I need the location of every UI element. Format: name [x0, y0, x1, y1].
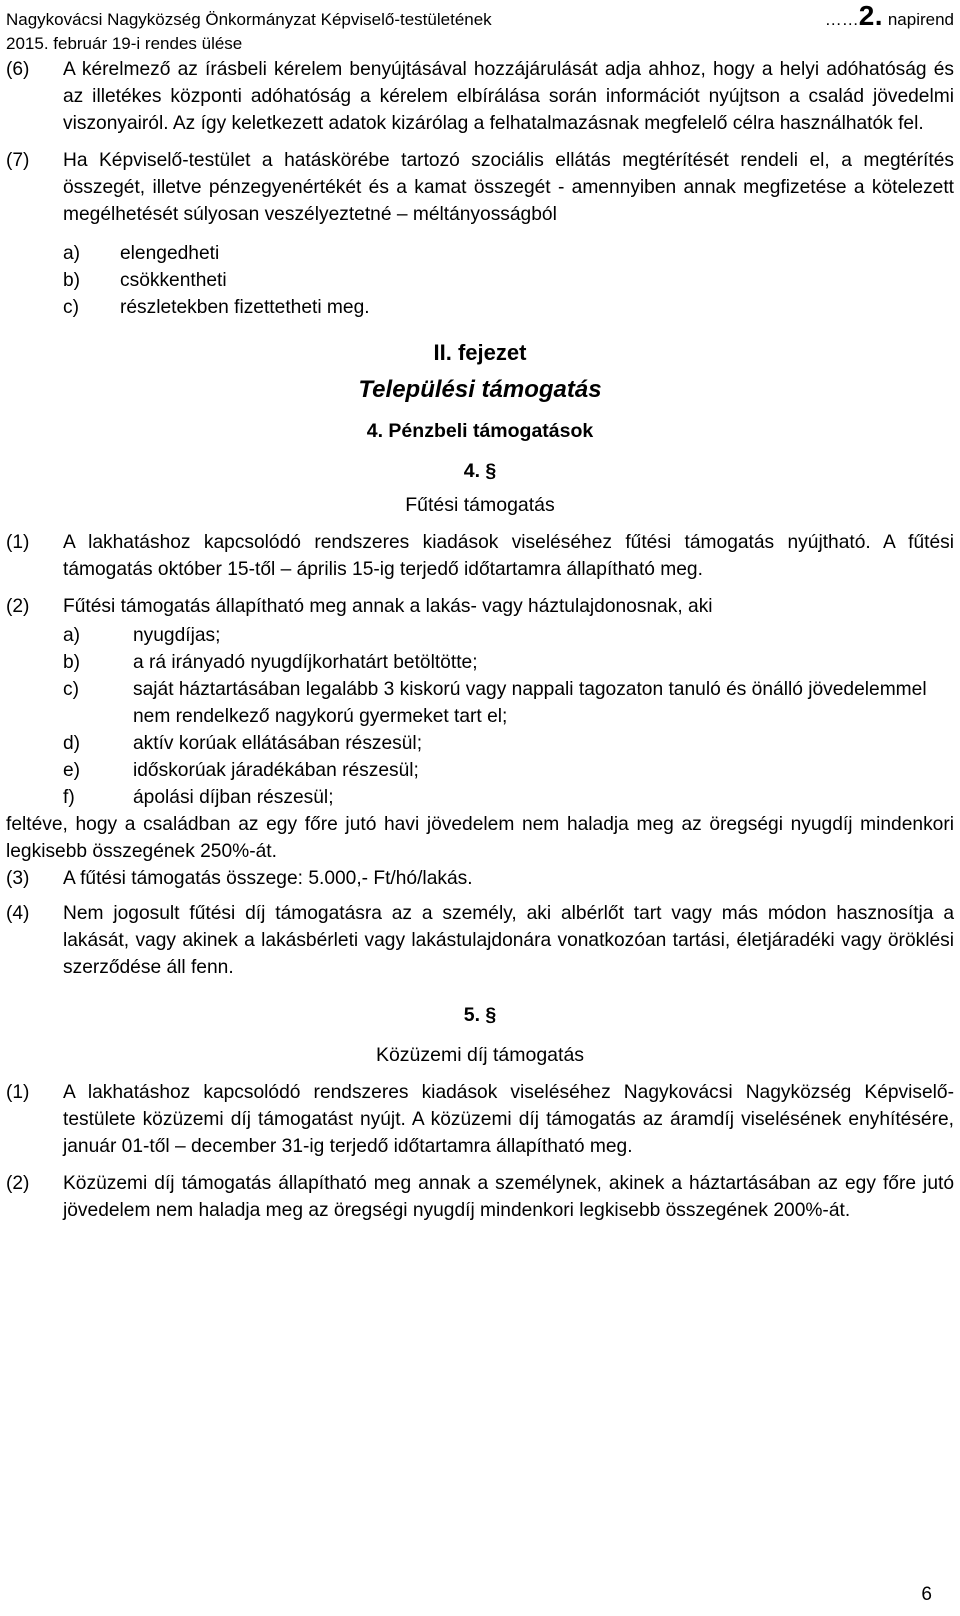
agenda-label: napirend	[887, 10, 954, 29]
list-text: csökkentheti	[120, 270, 227, 291]
chapter-number: II. fejezet	[433, 340, 527, 365]
list-item	[63, 267, 954, 294]
paragraph-text: A lakhatáshoz kapcsolódó rendszeres kiadások viseléséhez Nagykovácsi Nagyközség Képviselő-testülete közüzemi díj támogatást nyújt. A közüzemi díj támogatás az áramdíj viselésének enyhítésére, január 01-től – december 31-ig terjedő időtartamra állapítható meg.	[63, 1082, 954, 1157]
list-text: időskorúak járadékában részesül;	[133, 760, 419, 781]
list-item	[63, 240, 954, 267]
paragraph-number: (1)	[6, 532, 30, 553]
paragraph-number: (4)	[6, 903, 30, 924]
paragraph-number: (1)	[6, 1082, 30, 1103]
paragraph-text: Fűtési támogatás állapítható meg annak a lakás- vagy háztulajdonosnak, aki	[63, 596, 713, 617]
list-label: d)	[63, 733, 81, 754]
section-4-number: 4. §	[463, 460, 497, 482]
agenda-number: 2.	[858, 0, 884, 31]
list-text: elengedheti	[120, 243, 220, 264]
chapter-subtitle: 4. Pénzbeli támogatások	[366, 420, 594, 442]
list-label: f)	[63, 787, 75, 808]
paragraph-number: (3)	[6, 868, 30, 889]
document-body	[6, 56, 954, 1224]
header-meeting-date: 2015. február 19-i rendes ülése	[6, 34, 243, 53]
page-number: 6	[921, 1584, 932, 1605]
list-label: b)	[63, 652, 81, 673]
list-label: e)	[63, 760, 81, 781]
paragraph-text: A kérelmező az írásbeli kérelem benyújtásával hozzájárulását adja ahhoz, hogy a helyi adóhatóság és az illetékes központi adóhatóság a kérelem elbírálása során információt nyújtson a család jövedelmi viszonyairól. Az így keletkezett adatok kizárólag a felhatalmazásnak megfelelő célra használhatók fel.	[63, 59, 954, 134]
list-text: nyugdíjas;	[133, 625, 221, 646]
paragraph-number: (2)	[6, 596, 30, 617]
list-label: b)	[63, 270, 81, 291]
header-agenda	[824, 0, 954, 32]
paragraph-text: A lakhatáshoz kapcsolódó rendszeres kiadások viseléséhez fűtési támogatás nyújtható. A fűtési támogatás október 15-től – április 15-ig terjedő időtartamra állapítható meg.	[63, 532, 954, 580]
paragraph-number: (7)	[6, 150, 30, 171]
section-4-paragraph-2	[6, 593, 954, 620]
section-4-paragraph-2-list	[63, 622, 954, 811]
list-text: részletekben fizettetheti meg.	[120, 297, 370, 318]
paragraph-6	[6, 56, 954, 137]
paragraph-number: (6)	[6, 59, 30, 80]
paragraph-7-list	[63, 240, 954, 321]
list-label: c)	[63, 679, 79, 700]
list-text: ápolási díjban részesül;	[133, 787, 334, 808]
paragraph-text: A fűtési támogatás összege: 5.000,- Ft/hó/lakás.	[63, 868, 473, 889]
section-4-title: Fűtési támogatás	[405, 494, 555, 516]
section-4-paragraph-4	[6, 900, 954, 981]
list-item	[63, 784, 954, 811]
section-4-paragraph-1	[6, 529, 954, 583]
list-label: c)	[63, 297, 79, 318]
document-page	[6, 0, 954, 1234]
header-organization: Nagykovácsi Nagyközség Önkormányzat Képviselő-testületének	[6, 10, 492, 29]
list-item	[63, 622, 954, 649]
list-text: aktív korúak ellátásában részesül;	[133, 733, 423, 754]
list-item	[63, 676, 954, 730]
list-label: a)	[63, 625, 81, 646]
paragraph-text: Ha Képviselő-testület a hatáskörébe tartozó szociális ellátás megtérítését rendeli el, a megtérítés összegét, illetve pénzegyenértékét és a kamat összegét - amennyiben annak megfizetése a kötelezett megélhetését súlyosan veszélyeztetné – méltányosságból	[63, 150, 954, 225]
header-dots: ……	[824, 10, 859, 29]
paragraph-text: Nem jogosult fűtési díj támogatásra az a személy, aki albérlőt tart vagy más módon hasznosítja a lakását, vagy akinek a lakásbérleti vagy lakástulajdonára vonatkozóan tartási, életjáradéki vagy öröklési szerződése áll fenn.	[63, 903, 954, 978]
list-item	[63, 294, 954, 321]
section-5-paragraph-2	[6, 1170, 954, 1224]
list-item	[63, 649, 954, 676]
paragraph-7	[6, 147, 954, 321]
chapter-title: Települési támogatás	[358, 376, 602, 403]
page-header	[6, 0, 954, 56]
list-item	[63, 730, 954, 757]
section-5-paragraph-1	[6, 1079, 954, 1160]
paragraph-text: Közüzemi díj támogatás állapítható meg annak a személynek, akinek a háztartásában az egy főre jutó jövedelem nem haladja meg az öregségi nyugdíj mindenkori legkisebb összegének 200%-át.	[63, 1173, 954, 1221]
section-4-paragraph-2-tail: feltéve, hogy a családban az egy főre jutó havi jövedelem nem haladja meg az öregségi nyugdíj mindenkori legkisebb összegének 250%-át.	[6, 814, 954, 862]
section-5-number: 5. §	[463, 1004, 497, 1026]
list-label: a)	[63, 243, 81, 264]
list-text: saját háztartásában legalább 3 kiskorú vagy nappali tagozaton tanuló és önálló jövedelemmel nem rendelkező nagykorú gyermeket tart el;	[133, 679, 927, 727]
paragraph-number: (2)	[6, 1173, 30, 1194]
list-text: a rá irányadó nyugdíjkorhatárt betöltötte;	[133, 652, 478, 673]
section-5-title: Közüzemi díj támogatás	[375, 1044, 585, 1066]
section-4-paragraph-3	[6, 865, 954, 892]
list-item	[63, 757, 954, 784]
